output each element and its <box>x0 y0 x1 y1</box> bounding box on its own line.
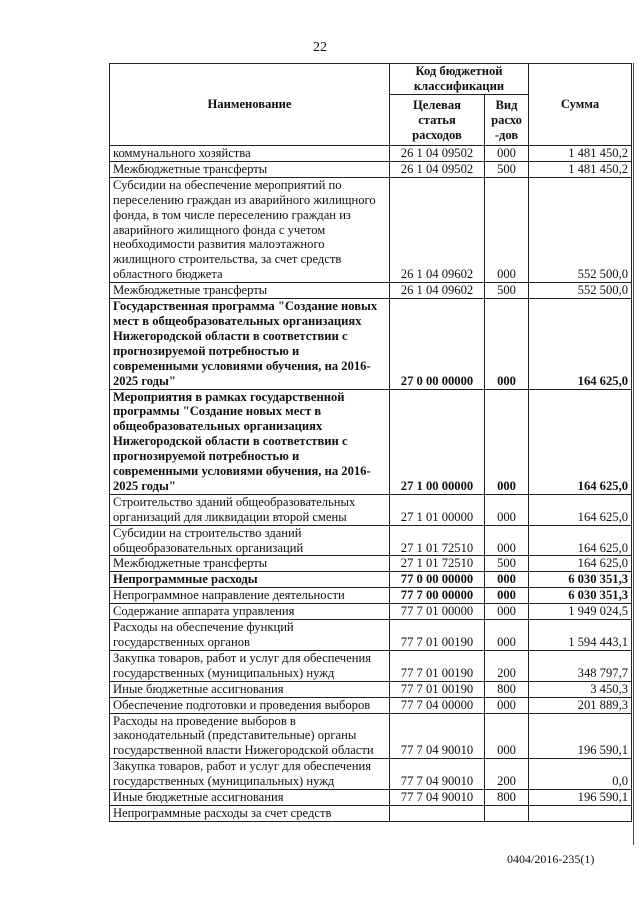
row-code-cell: 77 7 00 00000 <box>390 588 485 604</box>
row-amount-cell: 3 450,3 <box>529 681 632 697</box>
header-target-article: Целевая статья расходов <box>390 95 485 146</box>
row-name-cell: Межбюджетные трансферты <box>110 283 390 299</box>
row-amount-cell: 164 625,0 <box>529 494 632 525</box>
row-amount-cell: 164 625,0 <box>529 525 632 556</box>
row-code-cell: 77 7 04 90010 <box>390 759 485 790</box>
row-name-cell: Непрограммные расходы за счет средств <box>110 805 390 821</box>
table-row <box>110 588 632 604</box>
row-code-cell: 27 1 01 72510 <box>390 525 485 556</box>
table-row <box>110 805 632 821</box>
row-expense-type-cell: 000 <box>485 525 529 556</box>
row-expense-type-cell <box>485 805 529 821</box>
row-expense-type-cell: 000 <box>485 177 529 282</box>
row-expense-type-cell: 200 <box>485 759 529 790</box>
row-expense-type-cell: 000 <box>485 713 529 759</box>
row-name-cell: Мероприятия в рамках государственной программы "Создание новых мест в общеобразовательных организациях Нижегородской области в соответствии с прогнозируемой потребностью и современными условиями обучения, на 2016-2025 годы" <box>110 389 390 494</box>
row-name-cell: Иные бюджетные ассигнования <box>110 681 390 697</box>
table-row <box>110 572 632 588</box>
row-name-cell: Иные бюджетные ассигнования <box>110 790 390 806</box>
page-number: 22 <box>313 40 327 55</box>
table-row <box>110 556 632 572</box>
row-expense-type-cell: 000 <box>485 494 529 525</box>
row-expense-type-cell: 000 <box>485 146 529 162</box>
row-expense-type-cell: 500 <box>485 161 529 177</box>
table-row <box>110 713 632 759</box>
row-code-cell: 26 1 04 09502 <box>390 161 485 177</box>
row-name-cell: Строительство зданий общеобразовательных организаций для ликвидации второй смены <box>110 494 390 525</box>
row-amount-cell: 552 500,0 <box>529 177 632 282</box>
row-amount-cell: 1 949 024,5 <box>529 604 632 620</box>
row-code-cell: 27 0 00 00000 <box>390 299 485 389</box>
row-code-cell: 77 7 01 00190 <box>390 650 485 681</box>
row-expense-type-cell: 000 <box>485 572 529 588</box>
row-expense-type-cell: 200 <box>485 650 529 681</box>
row-amount-cell: 6 030 351,3 <box>529 572 632 588</box>
table-row <box>110 525 632 556</box>
row-code-cell: 26 1 04 09602 <box>390 177 485 282</box>
table-row <box>110 177 632 282</box>
table-row <box>110 790 632 806</box>
table-row <box>110 299 632 389</box>
row-code-cell: 77 7 01 00000 <box>390 604 485 620</box>
header-name: Наименование <box>110 64 390 146</box>
table-row <box>110 759 632 790</box>
row-code-cell: 77 7 04 90010 <box>390 713 485 759</box>
row-expense-type-cell: 800 <box>485 681 529 697</box>
row-code-cell: 77 0 00 00000 <box>390 572 485 588</box>
row-code-cell: 77 7 04 90010 <box>390 790 485 806</box>
row-name-cell: Межбюджетные трансферты <box>110 161 390 177</box>
row-name-cell: Непрограммные расходы <box>110 572 390 588</box>
row-expense-type-cell: 800 <box>485 790 529 806</box>
row-name-cell: Содержание аппарата управления <box>110 604 390 620</box>
row-code-cell: 26 1 04 09502 <box>390 146 485 162</box>
table-row <box>110 389 632 494</box>
row-amount-cell: 6 030 351,3 <box>529 588 632 604</box>
table-row <box>110 604 632 620</box>
row-amount-cell: 196 590,1 <box>529 713 632 759</box>
row-expense-type-cell: 000 <box>485 588 529 604</box>
row-name-cell: Обеспечение подготовки и проведения выборов <box>110 697 390 713</box>
row-amount-cell: 1 594 443,1 <box>529 620 632 651</box>
table-row <box>110 681 632 697</box>
row-expense-type-cell: 500 <box>485 283 529 299</box>
row-amount-cell: 348 797,7 <box>529 650 632 681</box>
row-name-cell: Государственная программа "Создание новых мест в общеобразовательных организациях Нижегородской области в соответствии с прогнозируемой потребностью и современными условиями обучения, на 2016-2025 годы" <box>110 299 390 389</box>
table-row <box>110 161 632 177</box>
row-code-cell: 77 7 01 00190 <box>390 681 485 697</box>
row-name-cell: коммунального хозяйства <box>110 146 390 162</box>
row-code-cell: 27 1 00 00000 <box>390 389 485 494</box>
table-row <box>110 697 632 713</box>
row-amount-cell: 0,0 <box>529 759 632 790</box>
table-row <box>110 494 632 525</box>
row-code-cell: 77 7 04 00000 <box>390 697 485 713</box>
row-amount-cell <box>529 805 632 821</box>
document-footer-code: 0404/2016-235(1) <box>507 852 595 866</box>
row-amount-cell: 164 625,0 <box>529 556 632 572</box>
row-amount-cell: 552 500,0 <box>529 283 632 299</box>
row-code-cell: 77 7 01 00190 <box>390 620 485 651</box>
row-amount-cell: 164 625,0 <box>529 389 632 494</box>
row-name-cell: Непрограммное направление деятельности <box>110 588 390 604</box>
row-expense-type-cell: 000 <box>485 604 529 620</box>
header-classification: Код бюджетной классификации <box>390 64 529 95</box>
row-expense-type-cell: 000 <box>485 620 529 651</box>
header-expense-type: Вид расхо -дов <box>485 95 529 146</box>
row-amount-cell: 201 889,3 <box>529 697 632 713</box>
row-name-cell: Расходы на обеспечение функций государственных органов <box>110 620 390 651</box>
header-amount: Сумма <box>529 64 632 146</box>
row-amount-cell: 1 481 450,2 <box>529 146 632 162</box>
row-code-cell: 27 1 01 00000 <box>390 494 485 525</box>
row-code-cell: 27 1 01 72510 <box>390 556 485 572</box>
row-name-cell: Закупка товаров, работ и услуг для обеспечения государственных (муниципальных) нужд <box>110 650 390 681</box>
row-code-cell <box>390 805 485 821</box>
row-name-cell: Расходы на проведение выборов в законодательный (представительные) органы государственной власти Нижегородской области <box>110 713 390 759</box>
table-row <box>110 283 632 299</box>
row-amount-cell: 196 590,1 <box>529 790 632 806</box>
table-row <box>110 650 632 681</box>
row-amount-cell: 164 625,0 <box>529 299 632 389</box>
page-edge-rule <box>633 63 634 845</box>
row-name-cell: Субсидии на строительство зданий общеобразовательных организаций <box>110 525 390 556</box>
row-expense-type-cell: 000 <box>485 697 529 713</box>
row-amount-cell: 1 481 450,2 <box>529 161 632 177</box>
row-name-cell: Субсидии на обеспечение мероприятий по переселению граждан из аварийного жилищного фонда, в том числе переселению граждан из аварийного жилищного фонда с учетом необходимости развития малоэтажного жилищного строительства, за счет средств областного бюджета <box>110 177 390 282</box>
row-name-cell: Закупка товаров, работ и услуг для обеспечения государственных (муниципальных) нужд <box>110 759 390 790</box>
row-expense-type-cell: 000 <box>485 389 529 494</box>
table-row <box>110 620 632 651</box>
row-name-cell: Межбюджетные трансферты <box>110 556 390 572</box>
row-expense-type-cell: 500 <box>485 556 529 572</box>
row-expense-type-cell: 000 <box>485 299 529 389</box>
budget-table <box>109 63 632 822</box>
row-code-cell: 26 1 04 09602 <box>390 283 485 299</box>
table-row <box>110 146 632 162</box>
